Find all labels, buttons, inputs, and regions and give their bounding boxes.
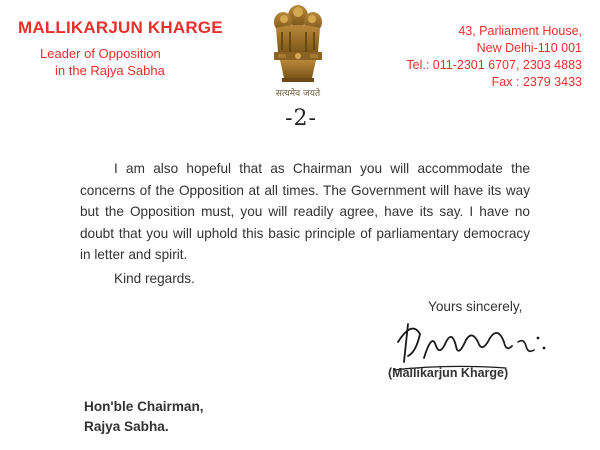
sign-off: Yours sincerely, <box>428 299 523 314</box>
letterhead-name: MALLIKARJUN KHARGE <box>18 18 223 37</box>
addressee-line1: Hon'ble Chairman, <box>84 399 204 414</box>
letter-body-paragraph: I am also hopeful that as Chairman you will accommodate the concerns of the Opposition at all times. The Government will have its way but the Opposition must, you will readily agree, have its say. I have no doubt that you will uphold this basic principle of parliamentary democracy in letter and spirit. <box>80 161 530 262</box>
addressee-line2: Rajya Sabha. <box>84 419 169 434</box>
emblem-motto: सत्यमेव जयते <box>275 89 321 99</box>
fax-line: Fax : 2379 3433 <box>491 75 582 89</box>
signatory-name: (Mallikarjun Kharge) <box>388 366 509 380</box>
kind-regards: Kind regards. <box>114 271 195 286</box>
page-number: -2- <box>285 106 317 131</box>
telephone-line: Tel.: 011-2301 6707, 2303 4883 <box>406 58 582 72</box>
address-line1: 43, Parliament House, <box>458 24 582 38</box>
letterhead-designation-line1: Leader of Opposition <box>40 46 161 61</box>
national-emblem-icon <box>266 2 330 86</box>
letterhead-designation-line2: in the Rajya Sabha <box>55 63 165 78</box>
address-line2: New Delhi-110 001 <box>476 41 582 55</box>
